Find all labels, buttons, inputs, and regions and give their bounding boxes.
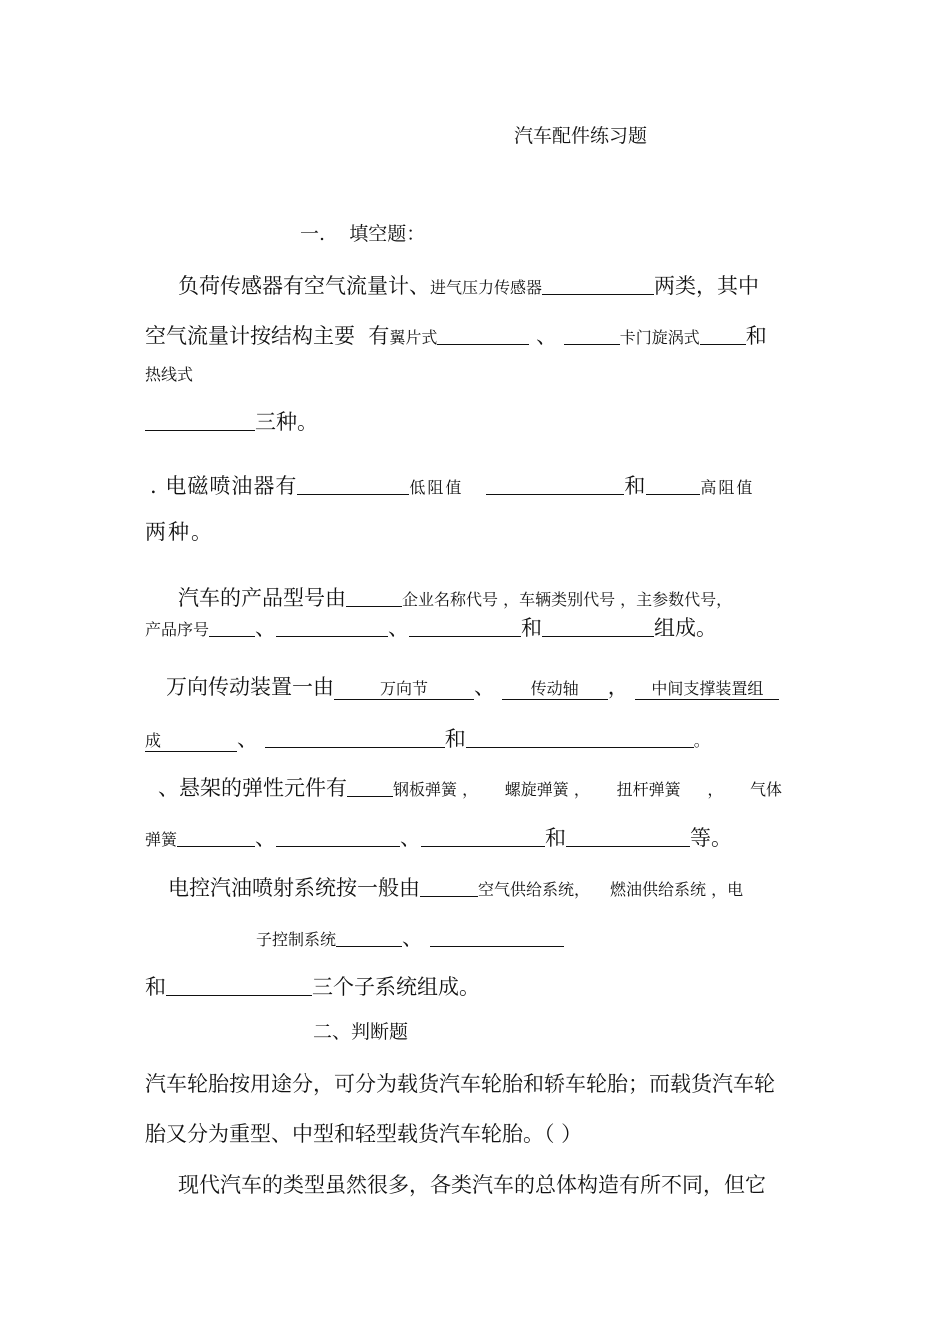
j1-line-2: 胎又分为重型、中型和轻型载货汽车轮胎。（ ） xyxy=(145,1122,583,1146)
q2-blank-2[interactable] xyxy=(486,474,624,495)
q1-blank-3[interactable] xyxy=(564,324,620,345)
q4-blank-1[interactable] xyxy=(265,727,445,748)
q1-blank-1[interactable] xyxy=(542,274,654,295)
q5-answer-torsion: 扭杆弹簧 xyxy=(616,780,681,799)
q1-answer-intake-sensor: 进气压力传感器 xyxy=(430,278,543,297)
q2-blank-3[interactable] xyxy=(646,474,700,495)
q2-answer-low: 低阻值 xyxy=(409,478,464,497)
q3-line-1: 汽车的产品型号由 企业名称代号 ，车辆类别代号 ，主参数代号， xyxy=(178,586,733,610)
page-title: 汽车配件练习题 xyxy=(514,125,648,147)
q3-answer-serial: 产品序号 xyxy=(145,620,210,639)
q5-blank-2[interactable] xyxy=(177,826,255,847)
section-2-heading: 二、判断题 xyxy=(313,1021,409,1043)
q5-blank-5[interactable] xyxy=(566,826,690,847)
q2-line-2: 两种。 xyxy=(145,520,214,544)
q3-blank-5[interactable] xyxy=(542,616,654,637)
q1-blank-2[interactable] xyxy=(437,324,529,345)
q4-blank-2[interactable] xyxy=(466,727,694,748)
q4-line-1: 万向传动装置一由 万向节 、 传动轴 ， 中间支撑装置组 xyxy=(166,677,779,700)
q5-blank-1[interactable] xyxy=(347,776,393,797)
q5-answer-coil: 螺旋弹簧 ， xyxy=(504,780,590,799)
q1-answer-hotwire: 热线式 xyxy=(145,365,194,384)
q6-answer-fuel: 燃油供给系统 ，电 xyxy=(610,880,744,899)
q1-blank-4[interactable] xyxy=(700,324,746,345)
q1-answer-vane: 翼片式 xyxy=(389,328,438,347)
q6-line-1: 电控汽油喷射系统按一般由 空气供给系统， 燃油供给系统 ，电 xyxy=(168,876,744,900)
q4-answer-cheng: 成 xyxy=(145,733,237,752)
q4-line-2: 成 、 和 。 xyxy=(145,727,710,751)
q1-line-4: 三种。 xyxy=(145,410,318,433)
q3-line-2: 产品序号 、 、 和 组成。 xyxy=(145,616,718,640)
q4-answer-ujoint: 万向节 xyxy=(334,681,474,700)
q5-answer-leaf: 钢板弹簧 ， xyxy=(393,780,479,799)
q3-blank-1[interactable] xyxy=(346,586,402,607)
q2-line-1: . 电磁喷油器有 低阻值 和 高阻值 xyxy=(150,474,755,498)
q1-line-2: 空气流量计按结构主要 有翼片式 、 卡门旋涡式 和 xyxy=(145,324,767,348)
q6-line-3: 和 三个子系统组成。 xyxy=(145,975,480,999)
section-1-heading xyxy=(300,225,425,244)
j1-line-1: 汽车轮胎按用途分，可分为载货汽车轮胎和轿车轮胎；而载货汽车轮 xyxy=(145,1072,775,1096)
q6-line-2: 子控制系统 、 xyxy=(256,926,564,949)
q2-blank-1[interactable] xyxy=(297,474,409,495)
q5-line-1: 、悬架的弹性元件有 钢板弹簧 ， 螺旋弹簧 ， 扭杆弹簧 ， 气体 xyxy=(158,776,783,800)
q3-blank-2[interactable] xyxy=(209,616,255,637)
section-1-number: 一. xyxy=(300,223,326,245)
q4-answer-support: 中间支撑装置组 xyxy=(635,681,779,700)
q5-blank-3[interactable] xyxy=(276,826,400,847)
q3-blank-3[interactable] xyxy=(276,616,388,637)
q6-blank-2[interactable] xyxy=(336,926,402,947)
q2-answer-high: 高阻值 xyxy=(700,478,755,497)
q1-answer-karman: 卡门旋涡式 xyxy=(619,328,700,347)
q6-blank-3[interactable] xyxy=(430,926,564,947)
q5-line-2: 弹簧 、 、 和 等。 xyxy=(145,826,733,850)
q6-blank-1[interactable] xyxy=(420,876,478,897)
q6-blank-4[interactable] xyxy=(166,975,312,996)
q1-blank-5[interactable] xyxy=(145,410,255,431)
q5-answer-gas: 气体 xyxy=(750,780,783,799)
q5-blank-4[interactable] xyxy=(421,826,545,847)
section-1-title: 填空题： xyxy=(349,223,426,245)
q4-answer-shaft: 传动轴 xyxy=(502,681,608,700)
j2-line-1: 现代汽车的类型虽然很多，各类汽车的总体构造有所不同，但它 xyxy=(178,1173,766,1197)
q3-answer-codes: 企业名称代号 ，车辆类别代号 ，主参数代号， xyxy=(402,590,733,609)
q6-answer-air: 空气供给系统， xyxy=(478,880,591,899)
q6-answer-electronic: 子控制系统 xyxy=(256,930,337,949)
q3-blank-4[interactable] xyxy=(409,616,521,637)
q1-line-1: 负荷传感器有空气流量计、进气压力传感器 两类，其中 xyxy=(178,274,760,298)
